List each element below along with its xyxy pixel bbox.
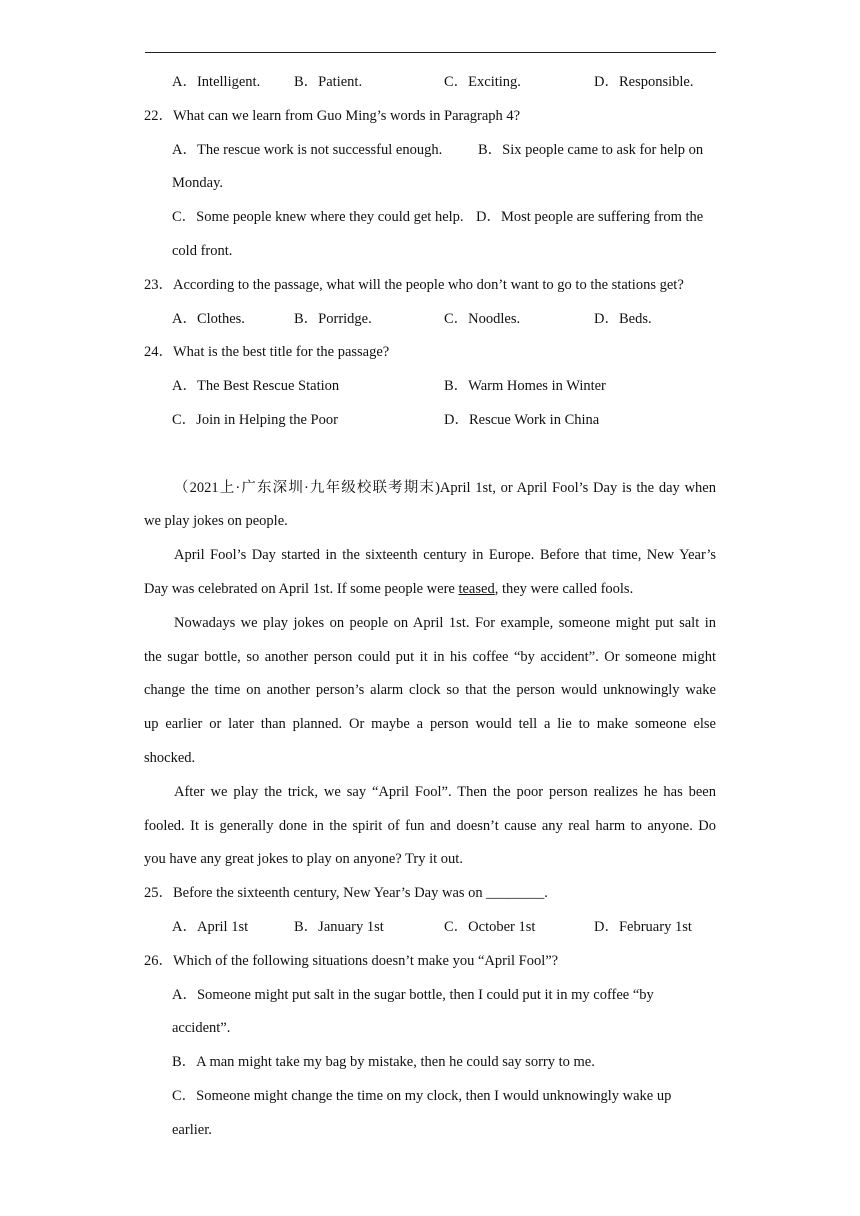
q21-option-a: A．Intelligent. bbox=[172, 74, 261, 90]
q21-option-b: B．Patient. bbox=[294, 74, 363, 90]
q21-options bbox=[144, 66, 716, 100]
q26-option-a-cont: accident”. bbox=[172, 1020, 231, 1037]
q22-option-c: C．Some people knew where they could get help. bbox=[172, 209, 464, 226]
q22-option-d-cont: cold front. bbox=[172, 242, 233, 259]
passage-p2-line1: April Fool’s Day started in the sixteenth century in Europe. Before that time, New Year’s bbox=[174, 547, 716, 564]
passage-p4-line3: you have any great jokes to play on anyone? Try it out. bbox=[144, 851, 463, 868]
q25-option-c: C．October 1st bbox=[444, 918, 536, 935]
q23-option-d: D．Beds. bbox=[594, 310, 652, 327]
document-content bbox=[144, 66, 716, 1148]
q25-stem: 25．Before the sixteenth century, New Year’s Day was on ________. bbox=[144, 885, 548, 902]
q22-option-a: A．The rescue work is not successful enough. bbox=[172, 141, 443, 158]
q24-stem: 24．What is the best title for the passage? bbox=[144, 344, 390, 361]
passage-p4-line1: After we play the trick, we say “April Fool”. Then the poor person realizes he has been bbox=[174, 783, 716, 800]
q22-options-row2 bbox=[144, 201, 716, 235]
passage-p3-line3: change the time on another person’s alarm clock so that the person would unknowingly wake bbox=[144, 682, 716, 699]
passage-p3-line1: Nowadays we play jokes on people on April 1st. For example, someone might put salt in bbox=[174, 614, 716, 631]
q26-option-c: C．Someone might change the time on my clock, then I would unknowingly wake up bbox=[172, 1087, 672, 1104]
q26-option-b: B．A man might take my bag by mistake, then he could say sorry to me. bbox=[172, 1054, 595, 1071]
q24-options-row2 bbox=[144, 404, 716, 438]
q24-option-b: B．Warm Homes in Winter bbox=[444, 378, 606, 395]
q24-options-row1 bbox=[144, 370, 716, 404]
passage-p3-line2: the sugar bottle, so another person could put it in his coffee “by accident”. Or someone might bbox=[144, 648, 716, 665]
q22-option-d: D．Most people are suffering from the bbox=[476, 209, 704, 226]
passage-p1-line2: we play jokes on people. bbox=[144, 513, 288, 530]
q23-options bbox=[144, 303, 716, 337]
q25-option-b: B．January 1st bbox=[294, 918, 384, 935]
passage-p2-line2-pre: Day was celebrated on April 1st. If some people were bbox=[144, 580, 459, 597]
q22-option-b: B．Six people came to ask for help on bbox=[478, 141, 704, 158]
section-gap bbox=[144, 438, 716, 472]
q23-stem: 23．According to the passage, what will the people who don’t want to go to the stations get? bbox=[144, 276, 684, 293]
q22-stem: 22．What can we learn from Guo Ming’s words in Paragraph 4? bbox=[144, 107, 521, 124]
q26-option-c-cont: earlier. bbox=[172, 1121, 212, 1138]
q23-option-c: C．Noodles. bbox=[444, 310, 521, 327]
passage-p2-line2-post: , they were called fools. bbox=[494, 580, 634, 597]
q26-stem: 26．Which of the following situations doesn’t make you “April Fool”? bbox=[144, 952, 559, 969]
underlined-word-teased: teased bbox=[458, 580, 495, 597]
q25-option-d: D．February 1st bbox=[594, 918, 692, 935]
q26-option-a: A．Someone might put salt in the sugar bottle, then I could put it in my coffee “by bbox=[172, 986, 654, 1003]
q25-option-a: A．April 1st bbox=[172, 918, 249, 935]
q21-option-d: D．Responsible. bbox=[594, 74, 694, 90]
passage-p1-line1: （2021上·广东深圳·九年级校联考期末)April 1st, or April Fool’s Day is the day when bbox=[174, 479, 716, 496]
q21-option-c: C．Exciting. bbox=[444, 74, 521, 90]
q24-option-a: A．The Best Rescue Station bbox=[172, 378, 340, 395]
q25-options bbox=[144, 911, 716, 945]
passage-p2-line2 bbox=[144, 573, 716, 607]
passage-p3-line4: up earlier or later than planned. Or maybe a person would tell a lie to make someone else bbox=[144, 716, 716, 733]
q22-options-row1 bbox=[144, 134, 716, 168]
header-rule bbox=[145, 52, 716, 53]
q23-option-b: B．Porridge. bbox=[294, 310, 372, 327]
passage-p4-line2: fooled. It is generally done in the spirit of fun and doesn’t cause any real harm to anyone. Do bbox=[144, 817, 716, 834]
q22-option-b-cont: Monday. bbox=[172, 175, 224, 192]
q23-option-a: A．Clothes. bbox=[172, 310, 245, 327]
q24-option-d: D．Rescue Work in China bbox=[444, 411, 600, 428]
q24-option-c: C．Join in Helping the Poor bbox=[172, 411, 338, 428]
passage-p3-line5: shocked. bbox=[144, 749, 196, 766]
